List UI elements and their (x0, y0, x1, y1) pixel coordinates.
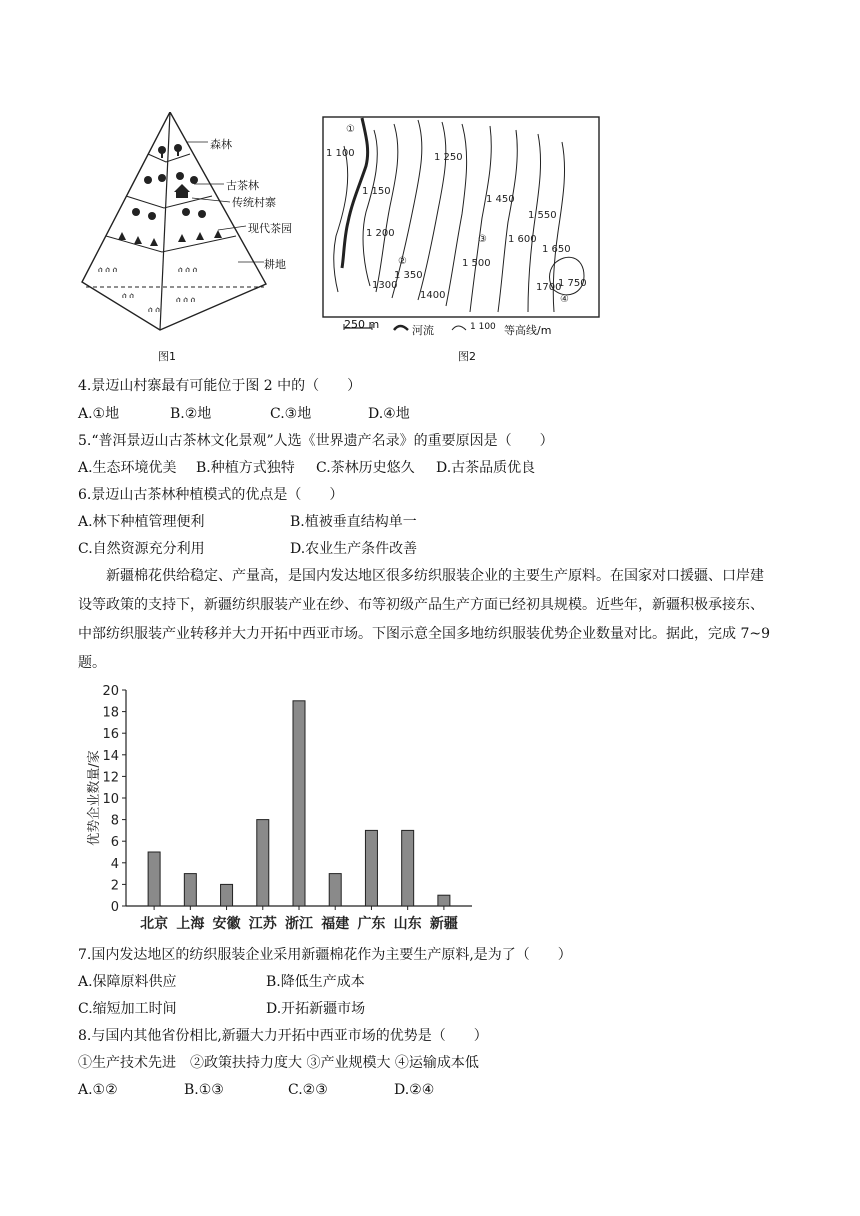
y-tick-label: 10 (102, 792, 119, 807)
q6-options-row2 (78, 539, 417, 559)
svg-text:1400: 1400 (420, 290, 446, 301)
svg-text:1 500: 1 500 (462, 258, 491, 269)
bar (402, 830, 414, 906)
fig1-label-farmland: 耕地 (264, 258, 286, 271)
q8-option-b: B.①③ (184, 1082, 224, 1098)
svg-text:ሰ ሰ ሰ: ሰ ሰ ሰ (176, 295, 196, 304)
q7-option-a: A.保障原料供应 (78, 974, 177, 990)
y-tick-label: 2 (110, 878, 119, 894)
svg-text:1 750: 1 750 (558, 278, 587, 289)
svg-text:②: ② (398, 256, 407, 267)
bar (293, 701, 305, 906)
q6-option-b: B.植被垂直结构单一 (290, 514, 417, 530)
q8-option-d: D.②④ (394, 1082, 435, 1098)
bar (329, 874, 341, 906)
q5-stem: 5.“普洱景迈山古茶林文化景观”人选《世界遗产名录》的重要原因是（ ） (78, 433, 554, 449)
fig2-scale: 250 m (344, 318, 380, 331)
q7-stem: 7.国内发达地区的纺织服装企业采用新疆棉花作为主要生产原料,是为了（ ） (78, 947, 572, 963)
y-tick-label: 16 (102, 727, 119, 743)
q5-option-a: A.生态环境优美 (78, 460, 177, 476)
q4-option-b: B.②地 (170, 406, 212, 422)
q6-options-row1 (78, 512, 417, 532)
q8-options (78, 1080, 434, 1100)
q8-option-a: A.①② (78, 1082, 118, 1098)
svg-text:1 100: 1 100 (326, 148, 355, 159)
y-tick-label: 20 (102, 684, 119, 699)
svg-text:ሰ ሰ: ሰ ሰ (122, 291, 134, 300)
y-tick-label: 0 (110, 900, 119, 915)
x-tick-label: 安徽 (212, 916, 241, 932)
y-tick-label: 6 (110, 835, 119, 851)
y-tick-label: 14 (102, 748, 119, 764)
svg-text:ሰ ሰ ሰ: ሰ ሰ ሰ (98, 265, 118, 274)
fig2-legend-contour-value: 1 100 (470, 322, 496, 332)
q8-items: ①生产技术先进 ②政策扶持力度大 ③产业规模大 ④运输成本低 (78, 1055, 479, 1071)
q8-option-c: C.②③ (288, 1082, 328, 1098)
svg-text:1300: 1300 (372, 280, 398, 291)
svg-text:1 650: 1 650 (542, 244, 571, 255)
svg-text:ሰ ሰ ሰ: ሰ ሰ ሰ (178, 265, 198, 274)
fig1-caption: 图1 (158, 350, 176, 363)
x-tick-label: 北京 (140, 916, 169, 932)
q4-stem: 4.景迈山村寨最有可能位于图 2 中的（ ） (78, 378, 362, 394)
svg-text:1 250: 1 250 (434, 152, 463, 163)
x-tick-label: 山东 (393, 916, 422, 932)
bar (257, 820, 269, 906)
q6-option-a: A.林下种植管理便利 (78, 514, 205, 530)
fig2-caption: 图2 (458, 350, 476, 363)
x-tick-label: 江苏 (248, 916, 277, 932)
svg-text:1700: 1700 (536, 282, 562, 293)
y-tick-label: 12 (102, 770, 119, 786)
passage: 新疆棉花供给稳定、产量高，是国内发达地区很多纺织服装企业的主要生产原料。在国家对口援疆、口岸建设等政策的支持下，新疆纺织服装产业在纱、布等初级产品生产方面已经初具规模。近些年，新疆积极承接东、中部纺织服装产业转移并大力开拓中西亚市场。下图示意全国多地纺织服装优势企业数量对比。据此，完成 7~9 题。 (78, 568, 770, 671)
bar (438, 895, 450, 906)
fig1-label-modern-tea: 现代茶园 (248, 222, 292, 235)
x-tick-label: 浙江 (285, 916, 313, 932)
x-tick-label: 上海 (176, 916, 205, 932)
q4-option-d: D.④地 (368, 406, 410, 422)
fig1-label-forest: 森林 (210, 138, 232, 151)
q6-option-d: D.农业生产条件改善 (290, 541, 418, 557)
fig1-label-ancient-tea: 古茶林 (226, 179, 259, 192)
y-tick-label: 18 (102, 705, 119, 721)
svg-text:ሰ ሰ: ሰ ሰ (148, 305, 160, 314)
fig2-legend-contour: 等高线/m (504, 324, 552, 337)
q7-option-c: C.缩短加工时间 (78, 1001, 177, 1017)
q7-options-row1 (78, 972, 365, 992)
q5-option-b: B.种植方式独特 (196, 460, 295, 476)
svg-text:1 350: 1 350 (394, 270, 423, 281)
bar-chart (80, 680, 480, 936)
fig2-legend-river: 河流 (412, 324, 434, 337)
bar (184, 874, 196, 906)
y-axis-label: 优势企业数量/家 (87, 750, 102, 846)
q8-stem: 8.与国内其他省份相比,新疆大力开拓中西亚市场的优势是（ ） (78, 1028, 488, 1044)
q6-stem: 6.景迈山古茶林种植模式的优点是（ ） (78, 487, 344, 503)
svg-text:1 150: 1 150 (362, 186, 391, 197)
fig1-label-village: 传统村寨 (232, 196, 276, 209)
figure-2-contour-map (322, 116, 602, 342)
x-tick-label: 广东 (357, 916, 386, 932)
q5-options (78, 458, 535, 478)
x-tick-label: 福建 (321, 916, 350, 932)
y-tick-label: 8 (110, 813, 119, 829)
q4-option-c: C.③地 (270, 406, 312, 422)
svg-text:①: ① (346, 124, 355, 135)
svg-text:④: ④ (560, 294, 569, 305)
q5-option-c: C.茶林历史悠久 (316, 460, 415, 476)
q6-option-c: C.自然资源充分利用 (78, 541, 205, 557)
x-tick-label: 新疆 (429, 916, 458, 932)
q7-option-d: D.开拓新疆市场 (266, 1001, 366, 1017)
bar (221, 884, 233, 906)
q4-option-a: A.①地 (78, 406, 120, 422)
bar (148, 852, 160, 906)
q7-option-b: B.降低生产成本 (266, 974, 365, 990)
q7-options-row2 (78, 999, 365, 1019)
bar (365, 830, 377, 906)
svg-text:1 550: 1 550 (528, 210, 557, 221)
q4-options (78, 404, 410, 424)
svg-text:1 450: 1 450 (486, 194, 515, 205)
svg-text:1 200: 1 200 (366, 228, 395, 239)
svg-text:1 600: 1 600 (508, 234, 537, 245)
q5-option-d: D.古茶品质优良 (436, 460, 536, 476)
y-tick-label: 4 (110, 856, 119, 872)
svg-text:③: ③ (478, 234, 487, 245)
